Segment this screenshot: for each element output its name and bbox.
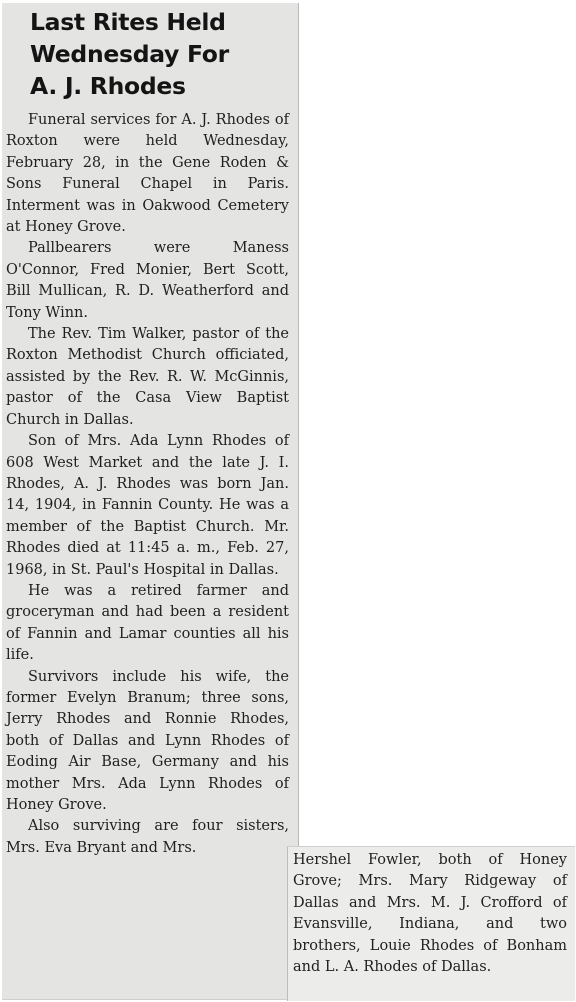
paragraph-biography: Son of Mrs. Ada Lynn Rhodes of 608 West Market and the late J. I. Rhodes, A. J. Rhodes was born Jan. 14, 1904, in Fannin County. He was a member of the Baptist Church. Mr. Rhodes died at 11:45 a. m., Feb. 27, 1968, in St. Paul's Hospital in Dallas.	[6, 433, 289, 578]
article-body	[6, 110, 289, 859]
headline-line-3: A. J. Rhodes	[30, 72, 186, 100]
article-headline	[30, 6, 229, 102]
paragraph-officiants: The Rev. Tim Walker, pastor of the Roxton Methodist Church officiated, assisted by the Rev. R. W. McGinnis, pastor of the Casa View Baptist Church in Dallas.	[6, 326, 289, 428]
paragraph-pallbearers: Pallbearers were Maness O'Connor, Fred Monier, Bert Scott, Bill Mullican, R. D. Weatherford and Tony Winn.	[6, 240, 289, 321]
article-continuation	[293, 850, 567, 978]
headline-line-2: Wednesday For	[30, 40, 229, 68]
paragraph-occupation: He was a retired farmer and groceryman and had been a resident of Fannin and Lamar counties all his life.	[6, 582, 289, 664]
paragraph-continuation: Hershel Fowler, both of Honey Grove; Mrs. Mary Ridgeway of Dallas and Mrs. M. J. Crofford of Evansville, Indiana, and two brothers, Louie Rhodes of Bonham and L. A. Rhodes of Dallas.	[293, 852, 567, 976]
paragraph-funeral-services: Funeral services for A. J. Rhodes of Roxton were held Wednesday, February 28, in the Gene Roden & Sons Funeral Chapel in Paris. Interment was in Oakwood Cemetery at Honey Grove.	[6, 112, 289, 236]
paragraph-survivors: Survivors include his wife, the former Evelyn Branum; three sons, Jerry Rhodes and Ronnie Rhodes, both of Dallas and Lynn Rhodes of Eoding Air Base, Germany and his mother Mrs. Ada Lynn Rhodes of Honey Grove.	[6, 668, 289, 813]
paragraph-also-surviving: Also surviving are four sisters, Mrs. Eva Bryant and Mrs.	[6, 818, 289, 856]
headline-line-1: Last Rites Held	[30, 8, 226, 36]
